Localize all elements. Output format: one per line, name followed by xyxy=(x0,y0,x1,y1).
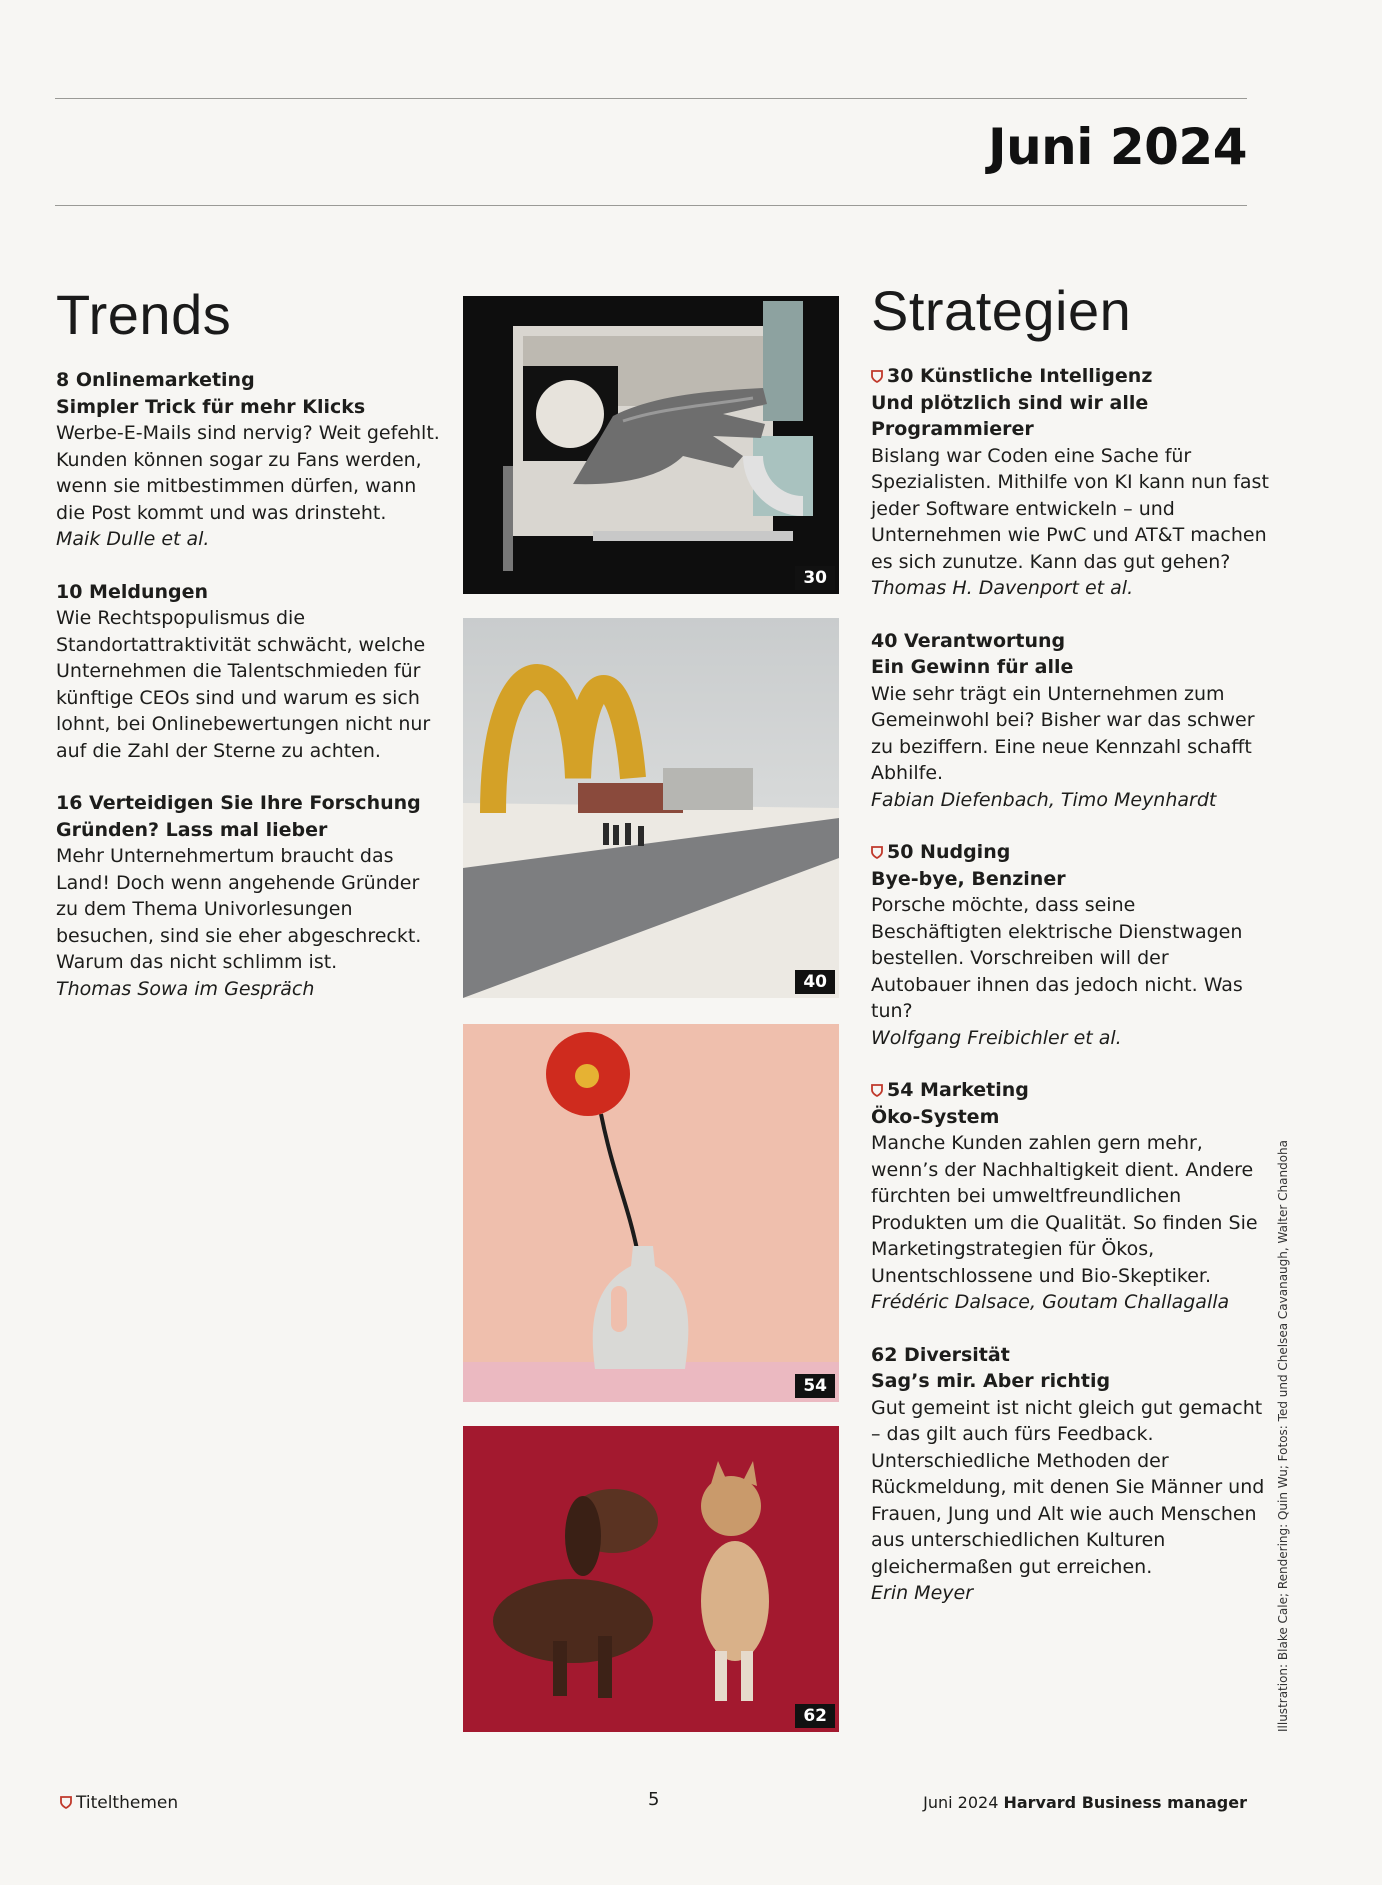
article-author: Frédéric Dalsace, Goutam Challagalla xyxy=(871,1291,1230,1313)
golden-arches-snow-photo xyxy=(463,618,839,998)
footer-legend xyxy=(60,1793,178,1813)
hand-collage-illustration xyxy=(463,296,839,594)
article-body: Gut gemeint ist nicht gleich gut gemacht – das gilt auch fürs Feedback. Unterschiedliche Methoden der Rückmeldung, mit denen Sie Männer und Frauen, Jung und Alt wie auch Menschen aus unterschiedlichen Kulturen gleichermaßen gut erreichen. xyxy=(871,1396,1265,1578)
cover-story-icon xyxy=(871,370,883,383)
article-head xyxy=(871,363,1271,390)
article-subtitle: Sag’s mir. Aber richtig xyxy=(871,1370,1111,1392)
article-head: 62 Diversität xyxy=(871,1343,1010,1366)
page-number-badge: 62 xyxy=(795,1704,835,1728)
poppy-in-bottle-photo xyxy=(463,1024,839,1402)
article-body: Mehr Unternehmertum braucht das Land! Doch wenn angehende Gründer zu dem Thema Univorlesungen besuchen, sind sie eher abgeschreckt. Warum das nicht schlimm ist. xyxy=(56,845,422,973)
section-title-trends: Trends xyxy=(56,283,232,346)
cover-story-icon xyxy=(60,1796,72,1809)
article-body: Bislang war Coden eine Sache für Spezialisten. Mithilfe von KI kann nun fast jeder Software entwickeln – und Unternehmen wie PwC und AT&T machen es sich zunutze. Kann das gut gehen? xyxy=(871,444,1269,573)
article-marketing[interactable] xyxy=(871,1077,1271,1316)
image-verantwortung[interactable] xyxy=(463,618,839,998)
article-body: Werbe-E-Mails sind nervig? Weit gefehlt. Kunden können sogar zu Fans werden, wenn sie mitbestimmen dürfen, wann die Post kommt und was drinsteht. xyxy=(56,422,440,524)
article-diversitaet[interactable] xyxy=(871,1342,1271,1607)
image-marketing[interactable] xyxy=(463,1024,839,1402)
issue-title: Juni 2024 xyxy=(987,118,1247,176)
article-subtitle: Ein Gewinn für alle xyxy=(871,656,1074,678)
cover-story-icon xyxy=(871,846,883,859)
article-subtitle: Simpler Trick für mehr Klicks xyxy=(56,395,366,418)
header-bottom-rule xyxy=(55,205,1247,206)
article-body: Wie sehr trägt ein Unternehmen zum Gemeinwohl bei? Bisher war das schwer zu beziffern. Eine neue Kennzahl schafft Abhilfe. xyxy=(871,682,1255,784)
article-onlinemarketing[interactable] xyxy=(56,367,446,553)
article-forschung[interactable] xyxy=(56,790,446,1002)
image-diversitaet[interactable] xyxy=(463,1426,839,1732)
article-nudging[interactable] xyxy=(871,839,1271,1051)
trends-column xyxy=(56,282,446,1028)
page-number-badge: 54 xyxy=(795,1374,835,1398)
page-number-badge: 40 xyxy=(795,970,835,994)
article-head-text: 50 Nudging xyxy=(887,841,1011,863)
top-rule xyxy=(55,98,1247,99)
article-head: 16 Verteidigen Sie Ihre Forschung xyxy=(56,792,421,814)
footer-issue: Juni 2024 xyxy=(923,1793,999,1812)
image-ki[interactable] xyxy=(463,296,839,594)
article-body: Manche Kunden zahlen gern mehr, wenn’s der Nachhaltigkeit dient. Andere fürchten bei umweltfreundlichen Produkten um die Qualität. So finden Sie Marketingstrategien für Ökos, Unentschlossene und Bio-Skeptiker. xyxy=(871,1132,1258,1287)
article-body: Wie Rechtspopulismus die Standortattraktivität schwächt, welche Unternehmen die Talentschmieden für künftige CEOs sind und warum es sich lohnt, bei Onlinebewertungen nicht nur auf die Zahl der Sterne zu achten. xyxy=(56,607,431,762)
article-head-text: 30 Künstliche Intelligenz xyxy=(887,365,1153,387)
article-author: Thomas Sowa im Gespräch xyxy=(56,977,315,1000)
page-number-badge: 30 xyxy=(795,566,835,590)
footer-legend-label: Titelthemen xyxy=(76,1793,179,1813)
article-head xyxy=(871,1077,1271,1104)
dachshund-and-kitten-photo xyxy=(463,1426,839,1732)
article-head: 10 Meldungen xyxy=(56,580,209,603)
cover-story-icon xyxy=(871,1084,883,1097)
strategien-column xyxy=(871,278,1271,1633)
article-subtitle: Gründen? Lass mal lieber xyxy=(56,818,328,841)
article-head xyxy=(871,839,1271,866)
article-head: 8 Onlinemarketing xyxy=(56,369,255,391)
article-verantwortung[interactable] xyxy=(871,628,1271,814)
article-ki[interactable] xyxy=(871,363,1271,602)
section-title-strategien: Strategien xyxy=(871,279,1132,342)
article-subtitle: Bye-bye, Benziner xyxy=(871,867,1066,890)
article-body: Porsche möchte, dass seine Beschäftigten elektrische Dienstwagen bestellen. Vorschreiben will der Autobauer ihnen das jedoch nicht. Was tun? xyxy=(871,894,1243,1022)
footer-masthead xyxy=(923,1793,1247,1812)
article-author: Fabian Diefenbach, Timo Meynhardt xyxy=(871,788,1217,811)
page-number: 5 xyxy=(648,1789,660,1810)
photo-credit: Illustration: Blake Cale; Rendering: Quin Wu; Fotos: Ted und Chelsea Cavanaugh, Walter Chandoha xyxy=(1276,1140,1290,1732)
footer-brand: Harvard Business manager xyxy=(1003,1793,1247,1812)
article-author: Wolfgang Freibichler et al. xyxy=(871,1026,1122,1049)
article-author: Thomas H. Davenport et al. xyxy=(871,577,1134,599)
article-subtitle: Öko-System xyxy=(871,1105,1000,1128)
article-author: Maik Dulle et al. xyxy=(56,528,210,550)
article-subtitle: Und plötzlich sind wir alle Programmierer xyxy=(871,391,1149,440)
article-head: 40 Verantwortung xyxy=(871,629,1066,652)
article-meldungen[interactable] xyxy=(56,579,446,765)
article-author: Erin Meyer xyxy=(871,1582,974,1604)
article-head-text: 54 Marketing xyxy=(887,1079,1029,1101)
